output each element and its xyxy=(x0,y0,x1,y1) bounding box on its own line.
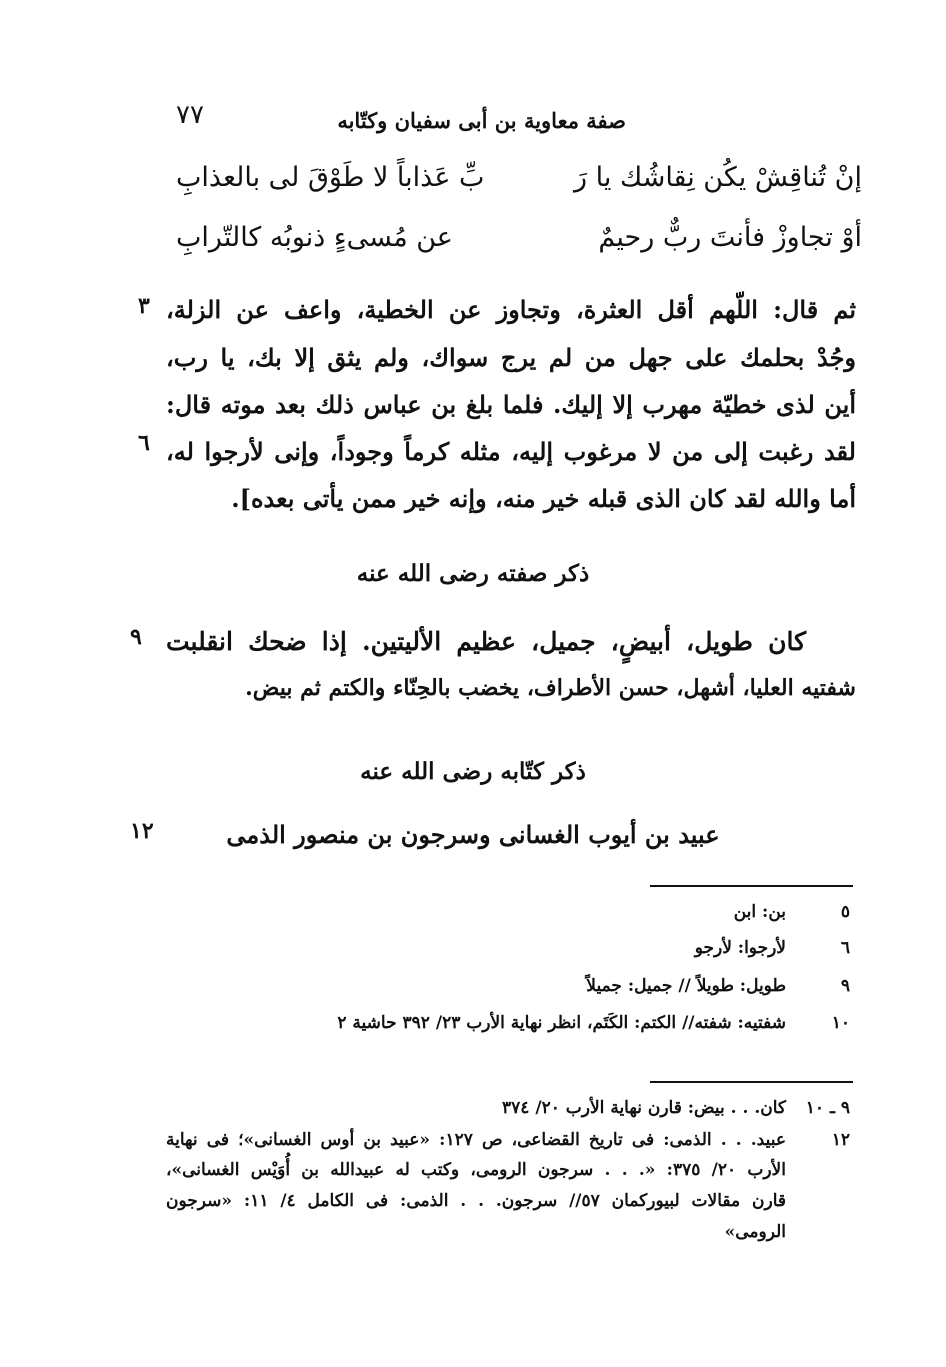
footnote-rule xyxy=(650,885,853,887)
footnote-number: ٩ ـ ١٠ xyxy=(805,1098,850,1118)
footnote-number: ١٢ xyxy=(831,1130,850,1150)
verse-line xyxy=(176,162,862,214)
text-line: أين لذى خطيّة مهرب إلا إليك. فلما بلغ بن عباس ذلك بعد موته قال: xyxy=(166,390,856,419)
footnote-text: قارن مقالات لبيوركمان ٥٧// سرجون. . . الذمى: فى الكامل ٤/ ١١: «سرجون xyxy=(166,1191,787,1211)
text-line: لقد رغبت إلى من لا مرغوب إليه، مثله كرماً وجوداً، وإنى لأرجوا له، xyxy=(166,437,856,466)
footnote-text: لأرجوا: لأرجو xyxy=(694,938,786,958)
footnote-text: كان. . . بيض: قارن نهاية الأرب ٢٠/ ٣٧٤ xyxy=(502,1098,786,1118)
text-line: شفتيه العليا، أشهل، حسن الأطراف، يخضب بالحِنّاء والكتم ثم بيض. xyxy=(245,675,856,701)
footnote-text: شفتيه: شفته// الكتم: الكَتَم، انظر نهاية الأرب ٢٣/ ٣٩٢ حاشية ٢ xyxy=(337,1013,786,1033)
margin-line-number: ١٢ xyxy=(130,818,154,844)
text-line: كان طويل، أبيضٍ، جميل، عظيم الأليتين. إذا ضحك انقلبت xyxy=(166,627,806,656)
verse-hemistich-second: عن مُسىءٍ ذنوبُه كالتّرابِ xyxy=(176,222,453,253)
section-heading: ذكر صفته رضى الله عنه xyxy=(356,560,590,587)
margin-line-number: ٦ xyxy=(138,430,150,456)
text-line: أما والله لقد كان الذى قبله خير منه، وإنه خير ممن يأتى بعده]. xyxy=(231,484,856,513)
page-number: ٧٧ xyxy=(176,100,204,130)
footnote-text: طويل: طويلاً // جميل: جميلاً xyxy=(586,976,786,996)
running-title: صفة معاوية بن أبى سفيان وكتّابه xyxy=(337,108,626,133)
text-line: وجُدْ بحلمك على جهل من لم يرج سواك، ولم يثق إلا بك، يا رب، xyxy=(166,343,856,372)
text-line: ثم قال: اللّهم أقل العثرة، وتجاوز عن الخطية، واعف عن الزلة، xyxy=(166,295,856,324)
section-heading: ذكر كتّابه رضى الله عنه xyxy=(360,758,586,785)
footnote-number: ٥ xyxy=(840,902,850,922)
footnote-text: بن: ابن xyxy=(733,902,786,922)
margin-line-number: ٩ xyxy=(130,624,142,650)
footnote-number: ٩ xyxy=(840,976,850,996)
verse-hemistich-first: أوْ تجاوزْ فأنتَ ربٌّ رحيمٌ xyxy=(598,222,862,253)
footnote-number: ١٠ xyxy=(831,1013,850,1033)
margin-line-number: ٣ xyxy=(138,293,150,319)
footnote-rule xyxy=(650,1081,853,1083)
footnote-text: الرومى» xyxy=(724,1222,786,1242)
text-line: عبيد بن أيوب الغسانى وسرجون بن منصور الذمى xyxy=(226,820,720,849)
footnote-text: عبيد. . . الذمى: فى تاريخ القضاعى، ص ١٢٧: «عبيد بن أوس الغسانى»؛ فى نهاية xyxy=(166,1130,786,1150)
verse-hemistich-first: إنْ تُناقِشْ يكُن نِقاشُك يا رَ xyxy=(574,162,862,193)
verse-hemistich-second: بِّ عَذاباً لا طَوْقَ لى بالعذابِ xyxy=(176,162,485,193)
footnote-text: الأرب ٢٠/ ٣٧٥: «. . . سرجون الرومى، وكتب له عبيدالله بن أُوَيْس الغسانى»، xyxy=(166,1160,786,1180)
footnote-number: ٦ xyxy=(840,938,850,958)
verse-line xyxy=(176,222,862,274)
